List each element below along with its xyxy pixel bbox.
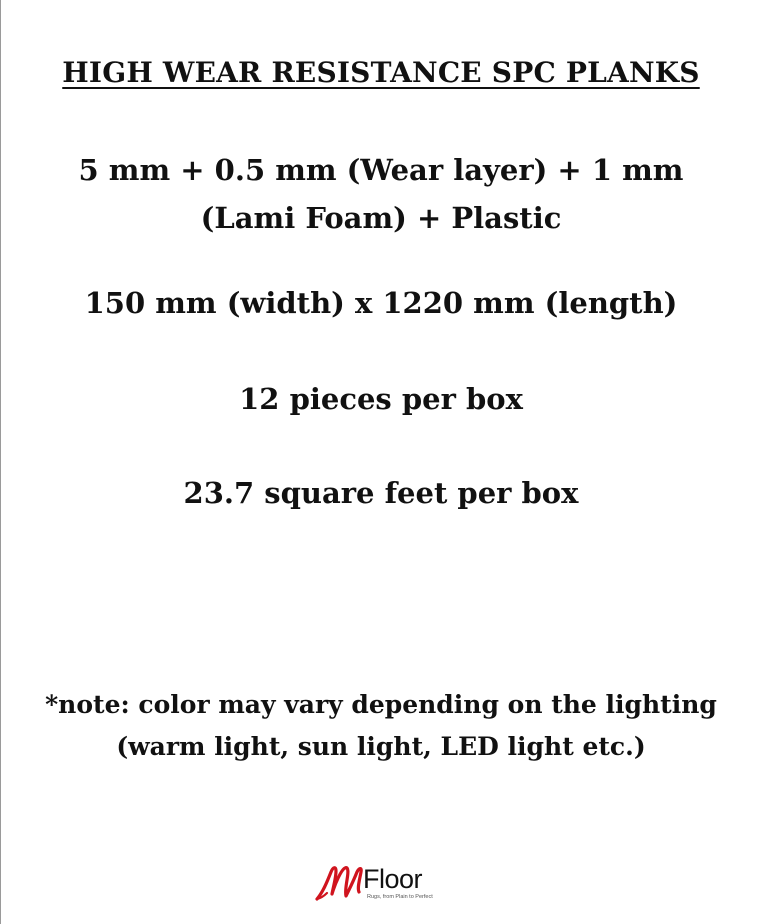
page-title-text: HIGH WEAR RESISTANCE SPC PLANKS xyxy=(62,56,700,89)
spec-area-per-box: 23.7 square feet per box xyxy=(183,476,579,510)
logo-wordmark: Floor xyxy=(363,864,423,894)
spec-dimensions: 150 mm (width) x 1220 mm (length) xyxy=(84,286,678,320)
spec-pieces-per-box: 12 pieces per box xyxy=(239,382,523,416)
page-title xyxy=(1,56,760,89)
logo-tagline: Rugs, from Plain to Perfect xyxy=(367,894,433,900)
spec-layers: 5 mm + 0.5 mm (Wear layer) + 1 mm (Lami Foam) + Plastic xyxy=(78,153,684,235)
m-script-icon xyxy=(315,862,367,902)
color-note: *note: color may vary depending on the lighting (warm light, sun light, LED light etc.) xyxy=(45,690,717,761)
brand-logo xyxy=(315,862,455,906)
